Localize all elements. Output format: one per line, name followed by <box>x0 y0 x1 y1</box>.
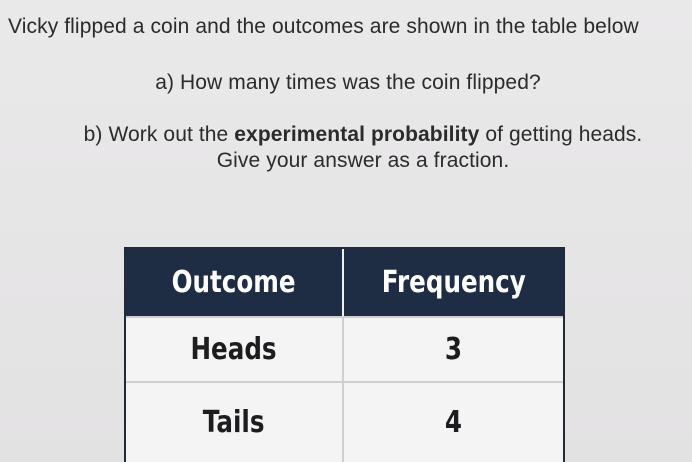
header-cell-outcome <box>126 249 344 316</box>
question-intro: Vicky flipped a coin and the outcomes are shown in the table below <box>8 15 639 38</box>
frequency-heads: 3 <box>444 332 463 367</box>
part-b-prefix: b) Work out the <box>83 123 235 146</box>
header-outcome: Outcome <box>171 265 296 300</box>
table-row-tails-outcome-cell <box>126 381 344 462</box>
table-row-heads-outcome-cell <box>126 316 344 381</box>
question-part-b <box>0 122 692 148</box>
question-part-a: a) How many times was the coin flipped? <box>155 71 541 94</box>
frequency-tails: 4 <box>444 405 463 440</box>
header-frequency: Frequency <box>381 265 526 300</box>
part-b-bold-term: experimental probability <box>234 123 480 146</box>
table-row-tails-frequency-cell <box>344 381 563 462</box>
part-b-suffix: of getting heads. <box>479 123 643 146</box>
table-row-heads-frequency-cell <box>344 316 563 381</box>
question-part-b-instruction: Give your answer as a fraction. <box>216 149 510 172</box>
outcome-tails: Tails <box>203 405 265 440</box>
outcome-heads: Heads <box>190 332 278 367</box>
frequency-table <box>124 247 565 462</box>
header-cell-frequency <box>344 249 563 316</box>
